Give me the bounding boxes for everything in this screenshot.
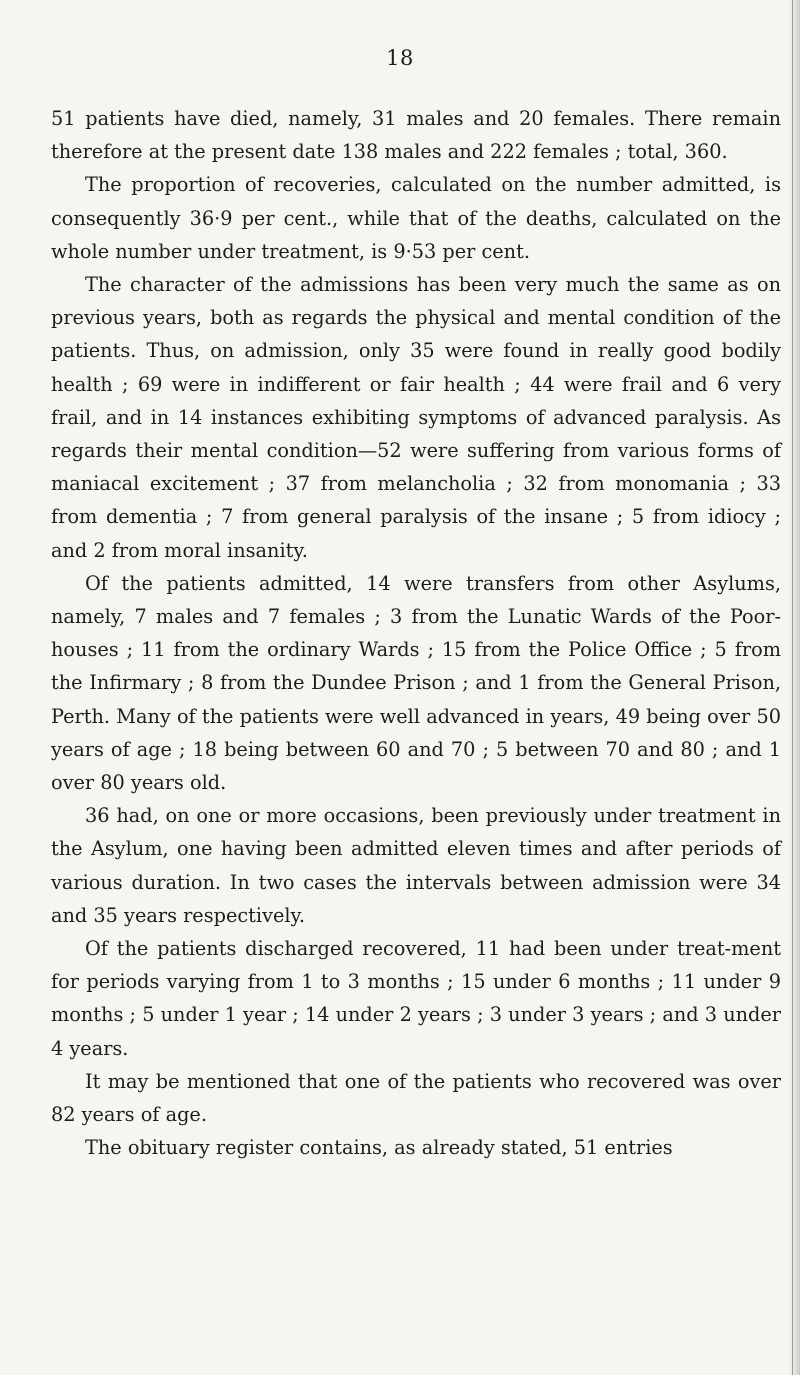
page-number: 18 [386, 46, 414, 70]
paragraph: 51 patients have died, namely, 31 males and 20 females. There remain therefore at the present date 138 males and 222 females ; total, 360. [51, 107, 781, 164]
paragraph: The proportion of recoveries, calculated on the number admitted, is consequently 36·9 per cent., while that of the deaths, calculated on the whole number under treatment, is 9·53 per cent. [51, 173, 781, 263]
paragraph: The obituary register contains, as already stated, 51 entries [85, 1136, 673, 1160]
paragraph: 36 had, on one or more occasions, been previously under treatment in the Asylum, one having been admitted eleven times and after periods of various duration. In two cases the intervals between admission were 34 and 35 years respectively. [51, 804, 781, 927]
paragraph: Of the patients admitted, 14 were transfers from other Asylums, namely, 7 males and 7 females ; 3 from the Lunatic Wards of the Poor-houses ; 11 from the ordinary Wards ; 15 from the Police Office ; 5 from the Infirmary ; 8 from the Dundee Prison ; and 1 from the General Prison, Perth. Many of the patients were well advanced in years, 49 being over 50 years of age ; 18 being between 60 and 70 ; 5 between 70 and 80 ; and 1 over 80 years old. [51, 571, 781, 795]
body-text [51, 102, 781, 1165]
paragraph: It may be mentioned that one of the patients who recovered was over 82 years of age. [51, 1069, 781, 1127]
paragraph: Of the patients discharged recovered, 11 had been under treat-ment for periods varying from 1 to 3 months ; 15 under 6 months ; 11 under 9 months ; 5 under 1 year ; 14 under 2 years ; 3 under 3 years ; and 3 under 4 years. [51, 937, 781, 1060]
paragraph: The character of the admissions has been very much the same as on previous years, both as regards the physical and mental condition of the patients. Thus, on admission, only 35 were found in really good bodily health ; 69 were in indifferent or fair health ; 44 were frail and 6 very frail, and in 14 instances exhibiting symptoms of advanced paralysis. As regards their mental condition—52 were suffering from various forms of maniacal excitement ; 37 from melancholia ; 32 from monomania ; 33 from dementia ; 7 from general paralysis of the insane ; 5 from idiocy ; and 2 from moral insanity. [51, 273, 781, 562]
page-edge-shadow [788, 0, 800, 1375]
page-edge-line [792, 0, 793, 1375]
